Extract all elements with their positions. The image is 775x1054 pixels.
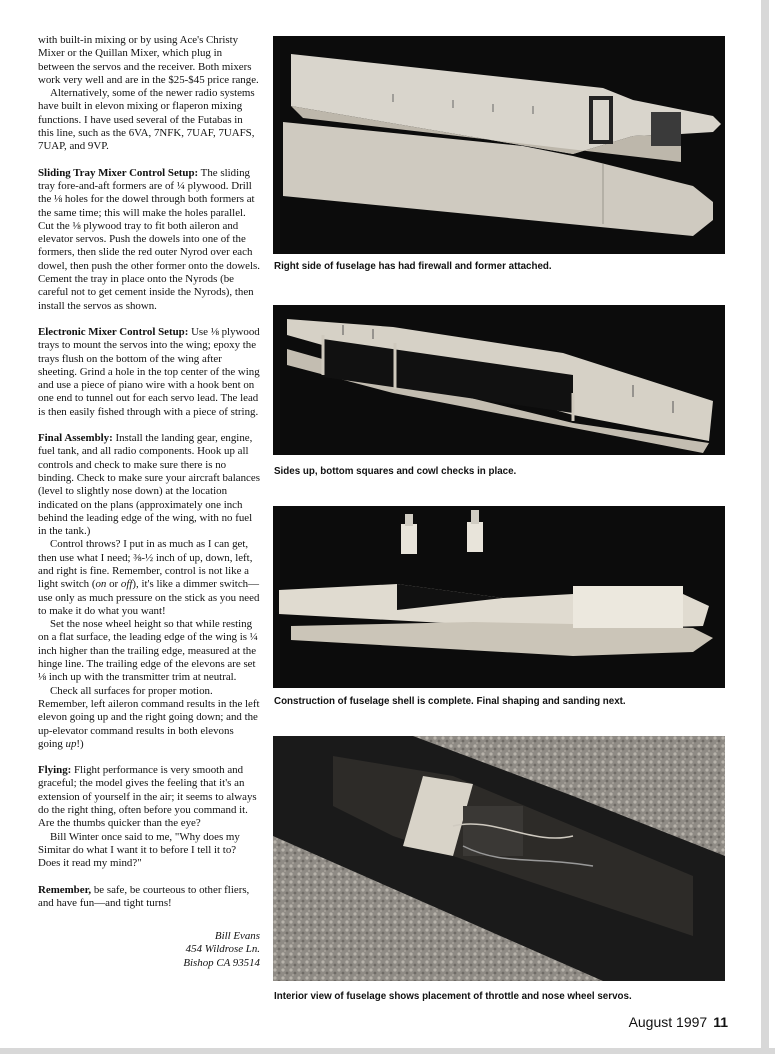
author-address: 454 Wildrose Ln. <box>185 943 260 956</box>
text-run: or <box>106 578 121 591</box>
text-run: off <box>120 578 133 591</box>
page-edge-bottom <box>0 1048 775 1054</box>
page-footer <box>629 1014 728 1030</box>
paragraph: Set the nose wheel height so that while resting on a flat surface, the leading edge of the wing is ¼ inch higher than the trailing edge, measured at the hinge line. The trailing edge of the elevons are set ⅛ inch up with the transmitter trim at neutral. <box>38 618 258 684</box>
text-run: up <box>65 737 77 750</box>
section-heading: Remember, <box>38 883 92 896</box>
fuselage-sides-illustration <box>273 305 725 455</box>
text-run: on <box>95 578 107 591</box>
author-signature <box>38 930 260 970</box>
section-body: The sliding tray fore-and-aft formers are of ¼ plywood. Drill the ⅛ holes for the dowel through both formers at the same time; this will make the holes parallel. Cut the ⅛ plywood tray to fit both aileron and elevator servos. Push the dowels into one of the formers, then slide the red outer Nyrod over each dowel, then push the other former onto the dowels. Cement the tray in place onto the Nyrods (be careful not to get cement inside the Nyrods), then install the servos as shown. <box>38 166 260 312</box>
paragraph: Bill Winter once said to me, "Why does my Simitar do what I want it to before I tell it to? Does it read my mind?" <box>38 830 240 870</box>
paragraph: with built-in mixing or by using Ace's Christy Mixer or the Quillan Mixer, which plug in between the servos and the receiver. Both mixers work very well and are in the $25-$45 price range. <box>38 34 259 86</box>
fuselage-shell-illustration <box>273 506 725 688</box>
section-sliding-tray <box>38 167 260 313</box>
fuselage-interior-illustration <box>273 736 725 981</box>
author-name: Bill Evans <box>214 930 260 943</box>
text-run: Check all surfaces for proper motion. Remember, left aileron command results in the left elevon going up and the right going down; and the up-elevator command results in both elevons going <box>38 684 260 750</box>
paragraph <box>38 685 260 751</box>
author-city: Bishop CA 93514 <box>183 956 260 969</box>
section-final-assembly <box>38 432 260 538</box>
article-text-column <box>38 34 260 970</box>
section-body: Use ⅛ plywood trays to mount the servos into the wing; epoxy the trays flush on the bottom of the wing after sheeting. Grind a hole in the top center of the wing and use a piece of piano wire with a hook bent on one end to tunnel out for each servo lead. The lead is then easily fished through with a piece of string. <box>38 325 260 418</box>
issue-date: August 1997 <box>628 1014 708 1030</box>
text-run: !) <box>76 737 84 750</box>
text-run: Control throws? I put in as much as I can get, then use what I need; ⅜-½ inch of up, down, left, and right is fine. Remember, control is not like a light switch ( <box>38 538 253 591</box>
text-run: ), it's like a dimmer switch—use only as much pressure on the stick as you need to make it do what you want! <box>38 578 260 617</box>
section-body: Flight performance is very smooth and graceful; the model gives the feeling that it's an extension of yourself in the air; it seems to always do the right thing, often before you command it. Are the thumbs quicker than the eye? <box>38 764 257 830</box>
photo-fuselage-side <box>273 36 725 254</box>
section-flying <box>38 764 260 830</box>
photo-sides-up <box>273 305 725 455</box>
photo-caption-3: Construction of fuselage shell is complete. Final shaping and sanding next. <box>274 696 626 707</box>
page-edge-right <box>761 0 769 1054</box>
section-body: be safe, be courteous to other fliers, and have fun—and tight turns! <box>38 883 250 909</box>
photo-fuselage-interior <box>273 736 725 981</box>
section-remember <box>38 884 260 911</box>
photo-fuselage-shell <box>273 506 725 688</box>
photo-caption-2: Sides up, bottom squares and cowl checks in place. <box>274 466 517 477</box>
section-heading: Sliding Tray Mixer Control Setup: <box>38 166 199 179</box>
section-heading: Final Assembly: <box>38 432 113 445</box>
section-heading: Electronic Mixer Control Setup: <box>38 325 189 338</box>
photo-caption-1: Right side of fuselage has had firewall and former attached. <box>274 261 552 272</box>
section-body: Install the landing gear, engine, fuel tank, and all radio components. Hook up all controls and check to make sure there is no binding. Check to make sure your aircraft balances (level to slightly nose down) at the location indicated on the plans (approximately one inch behind the leading edge of the wing, with no fuel in the tank.) <box>38 432 260 538</box>
section-electronic-mixer <box>38 326 260 419</box>
paragraph <box>38 538 260 618</box>
photo-caption-4: Interior view of fuselage shows placement of throttle and nose wheel servos. <box>274 991 632 1002</box>
fuselage-side-illustration <box>273 36 725 254</box>
page-number: 11 <box>713 1014 728 1030</box>
section-heading: Flying: <box>38 764 72 777</box>
paragraph: Alternatively, some of the newer radio systems have built in elevon mixing or flaperon mixing functions. I have used several of the Futabas in this line, such as the 6VA, 7NFK, 7UAF, 7UAFS, 7UAP, and 9VP. <box>38 87 255 153</box>
